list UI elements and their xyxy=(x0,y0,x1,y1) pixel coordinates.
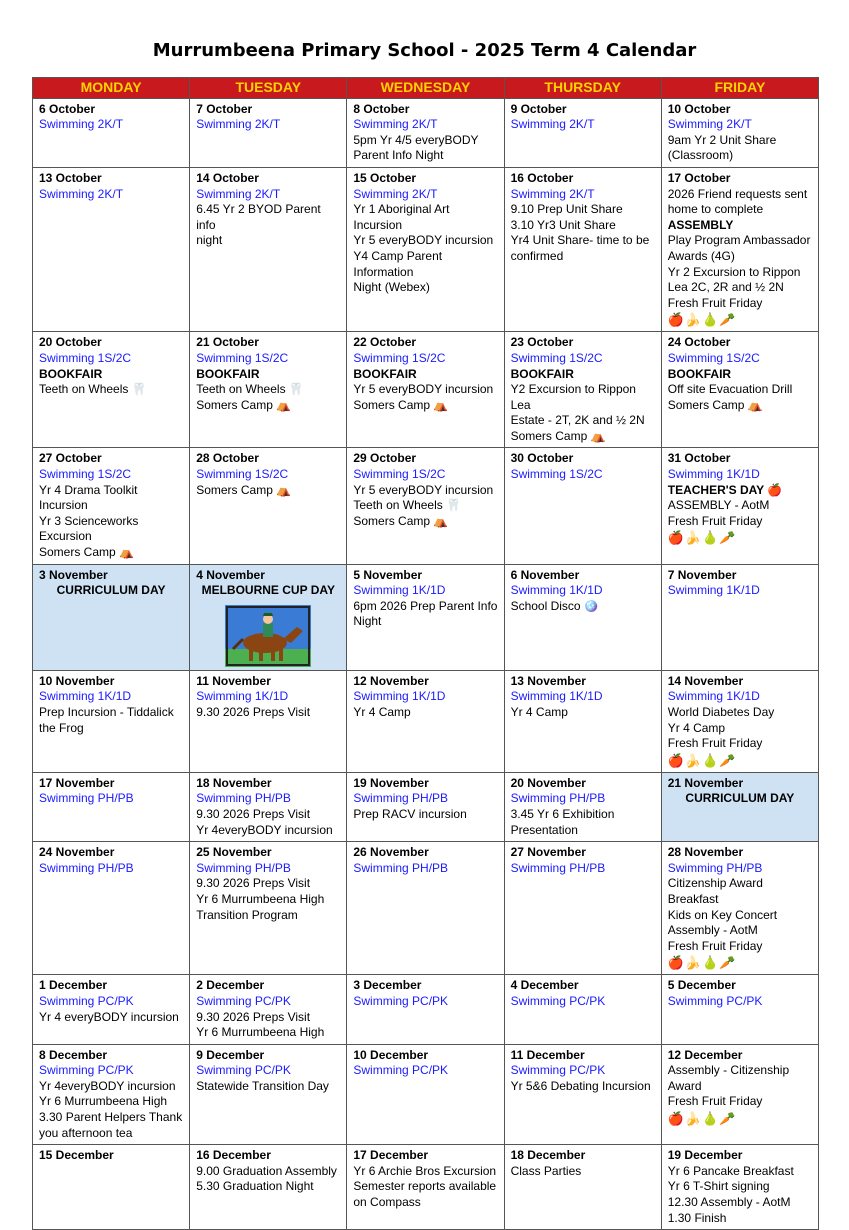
day-cell xyxy=(661,772,818,841)
event-line: Swimming 1S/2C xyxy=(510,467,603,482)
day-cell xyxy=(347,167,504,331)
event-line: Swimming 1S/2C xyxy=(39,350,132,365)
event-line: Swimming 1S/2C xyxy=(196,350,289,365)
day-cell xyxy=(347,98,504,167)
event-line: confirmed xyxy=(510,248,564,263)
day-date: 14 November xyxy=(667,673,744,688)
day-cell xyxy=(347,332,504,448)
event-line: Swimming PH/PB xyxy=(196,860,291,875)
day-date: 3 December xyxy=(353,978,422,993)
event-line: Swimming PC/PK xyxy=(510,1063,606,1078)
event-line: Swimming 1K/1D xyxy=(667,689,760,704)
event-line: Swimming 2K/T xyxy=(196,186,281,201)
event-line: home to complete xyxy=(667,202,764,217)
event-line: Yr 5 everyBODY incursion xyxy=(353,482,494,497)
day-date: 6 October xyxy=(39,101,96,116)
event-line: Fresh Fruit Friday xyxy=(667,1094,763,1109)
event-line: BOOKFAIR xyxy=(667,366,732,381)
day-date: 19 December xyxy=(667,1148,743,1163)
event-line: 3.45 Yr 6 Exhibition xyxy=(510,806,615,821)
event-line: Yr 6 T-Shirt signing xyxy=(667,1179,770,1194)
day-cell xyxy=(661,564,818,670)
day-cell xyxy=(33,670,190,772)
event-line: Swimming PC/PK xyxy=(196,1063,291,1078)
event-line: Yr 4everyBODY incursion xyxy=(39,1078,176,1093)
event-line: Yr 6 Murrumbeena High xyxy=(196,891,325,906)
event-line: Swimming PH/PB xyxy=(196,791,291,806)
event-line: Fresh Fruit Friday xyxy=(667,938,763,953)
day-cell xyxy=(661,1145,818,1230)
day-date: 16 December xyxy=(196,1148,271,1163)
day-cell xyxy=(661,1044,818,1145)
day-date: 29 October xyxy=(353,451,417,466)
day-cell xyxy=(190,1145,347,1230)
event-line: Swimming 1K/1D xyxy=(196,689,289,704)
event-line: Swimming 2K/T xyxy=(510,186,595,201)
day-cell xyxy=(33,448,190,564)
day-cell xyxy=(347,448,504,564)
event-line: Swimming 1K/1D xyxy=(510,689,603,704)
day-cell xyxy=(190,670,347,772)
event-line: Swimming PC/PK xyxy=(667,993,763,1008)
day-cell xyxy=(504,1044,661,1145)
event-line: Yr 5 everyBODY incursion xyxy=(353,382,494,397)
day-date: 10 October xyxy=(667,101,731,116)
event-line: (Classroom) xyxy=(667,148,734,163)
event-line: Swimming 1K/1D xyxy=(353,583,446,598)
event-line: Somers Camp ⛺ xyxy=(39,545,134,560)
event-line: 9.30 2026 Preps Visit xyxy=(196,705,311,719)
day-date: 18 December xyxy=(510,1148,586,1163)
week-row xyxy=(33,448,819,564)
event-line: 9.30 2026 Preps Visit xyxy=(196,876,311,891)
event-line: 5pm Yr 4/5 everyBODY xyxy=(353,132,479,147)
event-line: Swimming PH/PB xyxy=(39,791,134,806)
event-line: Swimming PH/PB xyxy=(353,860,449,875)
day-date: 8 October xyxy=(353,101,410,116)
event-line: World Diabetes Day xyxy=(667,705,775,719)
event-line: Swimming 2K/T xyxy=(510,117,595,132)
day-date: 5 December xyxy=(667,978,736,993)
day-cell xyxy=(661,332,818,448)
event-line: ASSEMBLY xyxy=(667,217,734,232)
event-line: Citizenship Award Breakfast xyxy=(667,876,763,906)
event-line: Yr 4 Camp xyxy=(667,720,726,735)
day-header: MONDAY xyxy=(33,78,190,99)
event-line: BOOKFAIR xyxy=(353,366,417,381)
event-line: Yr 6 Murrumbeena High xyxy=(39,1094,168,1109)
day-cell xyxy=(504,1145,661,1230)
event-line: Swimming 2K/T xyxy=(39,186,124,201)
event-line: Swimming PC/PK xyxy=(353,1063,449,1078)
event-line: Teeth on Wheels 🦷 xyxy=(39,382,147,397)
event-line: 9.10 Prep Unit Share xyxy=(510,202,623,217)
day-date: 25 November xyxy=(196,845,272,860)
day-cell xyxy=(504,772,661,841)
week-row xyxy=(33,167,819,331)
event-line: Yr 4 Camp xyxy=(353,705,411,719)
day-date: 20 November xyxy=(510,775,586,790)
day-date: 10 December xyxy=(353,1047,429,1062)
day-cell xyxy=(33,1145,190,1230)
day-date: 12 November xyxy=(353,673,429,688)
day-cell xyxy=(347,670,504,772)
event-line: Yr 6 Murrumbeena High xyxy=(196,1025,325,1040)
special-day-label: CURRICULUM DAY xyxy=(685,791,795,806)
event-line: 1.30 Finish xyxy=(667,1210,727,1225)
event-line: Swimming 2K/T xyxy=(353,186,438,201)
day-date: 8 December xyxy=(39,1047,108,1062)
week-row xyxy=(33,772,819,841)
fruit-icons: 🍎🍌🍐🥕 xyxy=(667,312,737,328)
event-line: Teeth on Wheels 🦷 xyxy=(196,382,304,397)
day-cell xyxy=(504,98,661,167)
event-line: Prep RACV incursion xyxy=(353,806,467,821)
event-line: 9.00 Graduation Assembly xyxy=(196,1163,337,1178)
week-row xyxy=(33,975,819,1044)
day-cell xyxy=(190,564,347,670)
day-date: 26 November xyxy=(353,845,429,860)
event-line: Assembly - Citizenship xyxy=(667,1063,790,1078)
event-line: Swimming PC/PK xyxy=(39,1063,134,1078)
day-date: 7 November xyxy=(667,567,737,582)
event-line: Kids on Key Concert xyxy=(667,907,778,922)
fruit-icons: 🍎🍌🍐🥕 xyxy=(667,530,737,546)
day-date: 27 October xyxy=(39,451,102,466)
event-line: Swimming PH/PB xyxy=(510,860,606,875)
event-line: Swimming 1K/1D xyxy=(39,689,132,704)
event-line: Somers Camp ⛺ xyxy=(667,397,763,412)
event-line: Prep Incursion - Tiddalick xyxy=(39,705,174,719)
day-date: 24 November xyxy=(39,845,115,860)
event-line: Swimming 1S/2C xyxy=(510,350,603,365)
day-date: 21 November xyxy=(667,775,744,790)
event-line: Play Program Ambassador xyxy=(667,233,811,248)
day-cell xyxy=(504,975,661,1044)
day-cell xyxy=(33,332,190,448)
day-date: 28 November xyxy=(667,845,744,860)
event-line: Swimming 1S/2C xyxy=(667,350,760,365)
event-line: Swimming 1S/2C xyxy=(353,467,446,482)
fruit-icons: 🍎🍌🍐🥕 xyxy=(667,1111,737,1127)
event-line: 5.30 Graduation Night xyxy=(196,1179,314,1194)
event-line: Fresh Fruit Friday xyxy=(667,513,763,528)
week-row xyxy=(33,1145,819,1230)
day-cell xyxy=(347,564,504,670)
event-line: Y4 Camp Parent Information xyxy=(353,248,443,279)
event-line: Swimming 1K/1D xyxy=(353,689,446,704)
day-cell xyxy=(347,1044,504,1145)
day-cell xyxy=(504,842,661,975)
event-line: Swimming PH/PB xyxy=(353,791,449,806)
fruit-icons: 🍎🍌🍐🥕 xyxy=(667,752,737,768)
event-line: Teeth on Wheels 🦷 xyxy=(353,498,462,513)
event-line: Yr 4 everyBODY incursion xyxy=(39,1009,179,1024)
event-line: Class Parties xyxy=(510,1163,582,1178)
event-line: Night (Webex) xyxy=(353,280,430,295)
day-cell xyxy=(33,842,190,975)
event-line: Parent Info Night xyxy=(353,148,444,163)
event-line: Swimming 2K/T xyxy=(667,117,752,132)
event-line: Statewide Transition Day xyxy=(196,1078,329,1093)
day-header: THURSDAY xyxy=(504,78,661,99)
day-date: 13 October xyxy=(39,170,102,185)
event-line: Swimming PC/PK xyxy=(196,993,291,1008)
day-cell xyxy=(33,772,190,841)
event-line: TEACHER'S DAY 🍎 xyxy=(667,482,783,497)
day-date: 1 December xyxy=(39,978,108,993)
event-line: 12.30 Assembly - AotM xyxy=(667,1195,791,1210)
event-line: Swimming PH/PB xyxy=(39,860,134,875)
event-line: Yr 6 Archie Bros Excursion xyxy=(353,1163,497,1178)
special-day-label: CURRICULUM DAY xyxy=(56,583,166,598)
event-line: Awards (4G) xyxy=(667,248,735,263)
event-line: Somers Camp ⛺ xyxy=(196,397,292,412)
day-date: 31 October xyxy=(667,451,731,466)
event-line: Somers Camp ⛺ xyxy=(510,428,606,443)
day-cell xyxy=(504,332,661,448)
day-cell xyxy=(661,842,818,975)
day-date: 11 December xyxy=(510,1047,585,1062)
page-title: Murrumbeena Primary School - 2025 Term 4 Calendar xyxy=(152,40,697,61)
special-day-label: MELBOURNE CUP DAY xyxy=(201,583,335,598)
event-line: Swimming PH/PB xyxy=(510,791,606,806)
event-line: 3.10 Yr3 Unit Share xyxy=(510,217,616,232)
event-line: Swimming PH/PB xyxy=(667,860,763,875)
event-line: BOOKFAIR xyxy=(39,366,103,381)
event-line: Yr 5&6 Debating Incursion xyxy=(510,1078,651,1093)
day-header: FRIDAY xyxy=(661,78,818,99)
day-cell xyxy=(504,167,661,331)
day-date: 21 October xyxy=(196,335,259,350)
event-line: on Compass xyxy=(353,1195,421,1210)
day-date: 10 November xyxy=(39,673,115,688)
event-line: 9am Yr 2 Unit Share xyxy=(667,132,777,147)
day-date: 20 October xyxy=(39,335,102,350)
day-cell xyxy=(33,564,190,670)
week-row xyxy=(33,1044,819,1145)
event-line: Swimming 1S/2C xyxy=(196,467,289,482)
event-line: 9.30 2026 Preps Visit xyxy=(196,1009,311,1024)
event-line: Swimming 1S/2C xyxy=(39,467,132,482)
day-cell xyxy=(33,98,190,167)
event-line: Yr 5 everyBODY incursion xyxy=(353,233,494,248)
event-line: Night xyxy=(353,614,382,629)
event-line: the Frog xyxy=(39,720,84,735)
event-line: Fresh Fruit Friday xyxy=(667,736,763,751)
day-date: 11 November xyxy=(196,673,271,688)
day-cell xyxy=(347,772,504,841)
day-cell xyxy=(190,975,347,1044)
event-line: Swimming PC/PK xyxy=(510,993,606,1008)
event-line: Swimming 2K/T xyxy=(39,117,124,132)
event-line: Swimming 1K/1D xyxy=(667,467,760,482)
day-cell xyxy=(504,670,661,772)
day-date: 4 December xyxy=(510,978,579,993)
day-date: 30 October xyxy=(510,451,574,466)
event-line: Fresh Fruit Friday xyxy=(667,295,763,310)
day-date: 6 November xyxy=(510,567,580,582)
day-date: 12 December xyxy=(667,1047,743,1062)
event-line: Somers Camp ⛺ xyxy=(196,482,292,497)
day-date: 15 December xyxy=(39,1148,114,1163)
day-date: 17 October xyxy=(667,170,731,185)
event-line: 6.45 Yr 2 BYOD Parent info xyxy=(196,202,321,232)
day-cell xyxy=(661,975,818,1044)
week-row xyxy=(33,670,819,772)
day-cell xyxy=(347,975,504,1044)
event-line: Yr 1 Aboriginal Art Incursion xyxy=(353,202,450,232)
event-line: Yr 4everyBODY incursion xyxy=(196,822,333,837)
day-date: 7 October xyxy=(196,101,253,116)
day-date: 19 November xyxy=(353,775,429,790)
event-line: Yr 2 Excursion to Rippon xyxy=(667,264,801,279)
day-cell xyxy=(33,167,190,331)
event-line: Semester reports available xyxy=(353,1179,497,1194)
day-cell xyxy=(190,98,347,167)
event-line: night xyxy=(196,233,223,248)
day-date: 15 October xyxy=(353,170,417,185)
event-line: Yr 6 Pancake Breakfast xyxy=(667,1163,794,1178)
day-cell xyxy=(190,772,347,841)
day-date: 4 November xyxy=(196,567,265,582)
event-line: Assembly - AotM xyxy=(667,923,758,938)
event-line: 6pm 2026 Prep Parent Info xyxy=(353,598,498,613)
event-line: 2026 Friend requests sent xyxy=(667,186,808,201)
event-line: 3.30 Parent Helpers Thank xyxy=(39,1110,183,1125)
day-cell xyxy=(661,448,818,564)
event-line: Swimming 2K/T xyxy=(353,117,438,132)
header-row xyxy=(33,78,819,99)
event-line: Yr 4 Camp xyxy=(510,705,568,719)
day-date: 5 November xyxy=(353,567,423,582)
event-line: Somers Camp ⛺ xyxy=(353,397,449,412)
event-line: Somers Camp ⛺ xyxy=(353,513,449,528)
day-cell xyxy=(504,564,661,670)
day-date: 17 December xyxy=(353,1148,429,1163)
day-cell xyxy=(661,670,818,772)
day-cell xyxy=(190,448,347,564)
event-line: Excursion xyxy=(39,529,92,544)
day-cell xyxy=(347,1145,504,1230)
day-cell xyxy=(190,842,347,975)
event-line: Yr 3 Scienceworks xyxy=(39,513,139,528)
calendar-body xyxy=(33,98,819,1230)
day-cell xyxy=(33,975,190,1044)
day-date: 16 October xyxy=(510,170,574,185)
event-line: Swimming 1K/1D xyxy=(667,583,760,598)
day-header: WEDNESDAY xyxy=(347,78,504,99)
event-line: Off site Evacuation Drill xyxy=(667,382,793,397)
day-date: 2 December xyxy=(196,978,265,993)
day-date: 22 October xyxy=(353,335,417,350)
week-row xyxy=(33,332,819,448)
event-line: ASSEMBLY - AotM xyxy=(667,498,770,513)
event-line: Y2 Excursion to Rippon Lea xyxy=(510,382,636,412)
event-line: Estate - 2T, 2K and ½ 2N xyxy=(510,413,645,428)
event-line: Swimming 2K/T xyxy=(196,117,281,132)
day-date: 9 December xyxy=(196,1047,265,1062)
day-cell xyxy=(661,98,818,167)
event-line: Lea 2C, 2R and ½ 2N xyxy=(667,280,784,295)
day-cell xyxy=(33,1044,190,1145)
day-date: 14 October xyxy=(196,170,259,185)
day-cell xyxy=(347,842,504,975)
calendar-table xyxy=(32,77,819,1230)
event-line: 9.30 2026 Preps Visit xyxy=(196,806,311,821)
day-cell xyxy=(661,167,818,331)
event-line: Presentation xyxy=(510,822,578,837)
day-date: 13 November xyxy=(510,673,586,688)
event-line: you afternoon tea xyxy=(39,1125,133,1140)
event-line: Award xyxy=(667,1078,702,1093)
day-cell xyxy=(190,332,347,448)
event-line: Yr4 Unit Share- time to be xyxy=(510,233,650,248)
day-date: 3 November xyxy=(39,567,108,582)
event-line: Swimming 1K/1D xyxy=(510,583,603,598)
event-line: Transition Program xyxy=(196,907,298,922)
week-row xyxy=(33,98,819,167)
event-line: BOOKFAIR xyxy=(510,366,574,381)
event-line: School Disco 🪩 xyxy=(510,598,599,613)
day-header: TUESDAY xyxy=(190,78,347,99)
day-date: 9 October xyxy=(510,101,567,116)
day-date: 23 October xyxy=(510,335,574,350)
day-date: 18 November xyxy=(196,775,272,790)
week-row xyxy=(33,564,819,670)
event-line: Yr 4 Drama Toolkit Incursion xyxy=(39,482,138,513)
event-line: Swimming 1S/2C xyxy=(353,350,446,365)
day-date: 27 November xyxy=(510,845,586,860)
day-date: 17 November xyxy=(39,775,115,790)
event-line: Swimming PC/PK xyxy=(353,993,449,1008)
fruit-icons: 🍎🍌🍐🥕 xyxy=(667,955,737,971)
day-date: 24 October xyxy=(667,335,731,350)
racehorse-icon xyxy=(225,605,311,667)
day-cell xyxy=(504,448,661,564)
day-cell xyxy=(190,167,347,331)
day-cell xyxy=(190,1044,347,1145)
week-row xyxy=(33,842,819,975)
event-line: Swimming PC/PK xyxy=(39,993,134,1008)
event-line: BOOKFAIR xyxy=(196,366,260,381)
day-date: 28 October xyxy=(196,451,259,466)
